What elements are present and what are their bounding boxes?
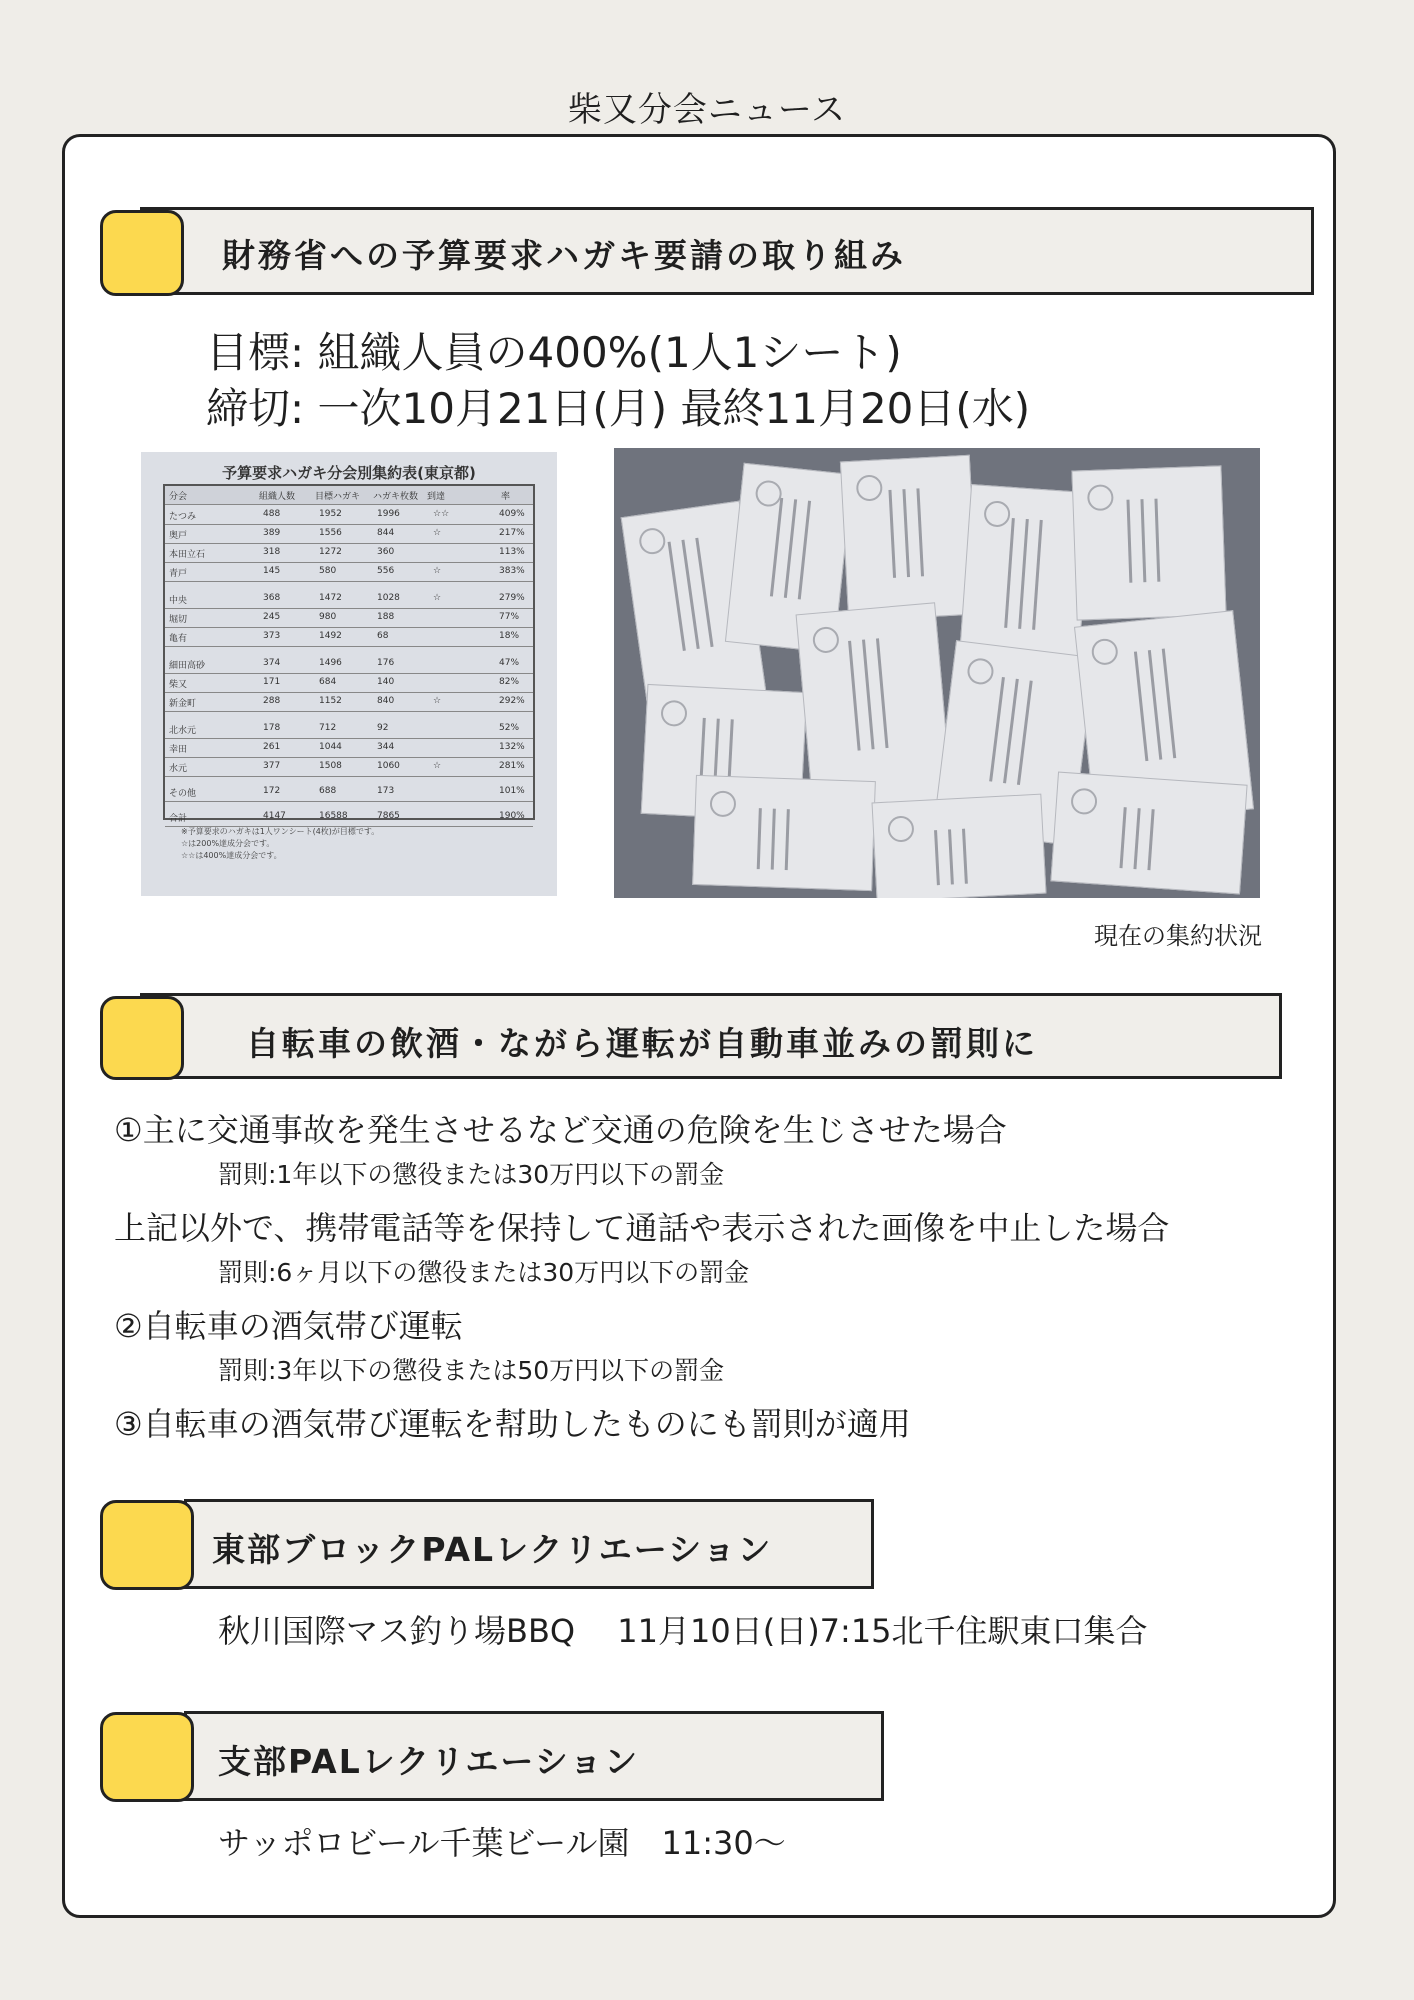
tally-table-row: たつみ 488 1952 1996 ☆☆ 409% [165, 506, 533, 525]
tally-table-row: 青戸 145 580 556 ☆ 383% [165, 563, 533, 582]
section-title-branch: 支部PALレクリエーション [218, 1742, 640, 1781]
photo-caption: 現在の集約状況 [1094, 922, 1262, 950]
tally-table-row: その他 172 688 173 101% [165, 783, 533, 802]
branch-event: サッポロビール千葉ビール園 11:30〜 [218, 1824, 786, 1862]
tally-table-row: 水元 377 1508 1060 ☆ 281% [165, 758, 533, 777]
section-title-bicycle: 自転車の飲酒・ながら運転が自動車並みの罰則に [246, 1024, 1038, 1063]
postcard [871, 794, 1046, 898]
bicycle-penalty-1: 罰則:1年以下の懲役または30万円以下の罰金 [218, 1160, 725, 1189]
section-title-budget: 財務省への予算要求ハガキ要請の取り組み [222, 236, 906, 275]
section-tab-bicycle [100, 996, 184, 1080]
budget-deadline: 締切: 一次10月21日(月) 最終11月20日(水) [206, 384, 1031, 433]
budget-goal: 目標: 組織人員の400%(1人1シート) [206, 328, 902, 377]
tally-table-header-row: 分会 組織人数 目標ハガキ ハガキ枚数 到達 率 [165, 486, 533, 505]
tally-table-row: 中央 368 1472 1028 ☆ 279% [165, 590, 533, 609]
section-title-east-block: 東部ブロックPALレクリエーション [212, 1530, 773, 1569]
bicycle-penalty-3: 罰則:3年以下の懲役または50万円以下の罰金 [218, 1356, 725, 1385]
postcards-photo [614, 448, 1260, 898]
tally-table-row: 新金町 288 1152 840 ☆ 292% [165, 693, 533, 712]
tally-table [163, 484, 535, 824]
postcard [692, 775, 876, 891]
tally-table-photo [141, 452, 557, 896]
tally-table-row: 細田高砂 374 1496 176 47% [165, 655, 533, 674]
tally-table-heading: 予算要求ハガキ分会別集約表(東京都) [222, 464, 476, 482]
bicycle-penalty-2: 罰則:6ヶ月以下の懲役または30万円以下の罰金 [218, 1258, 750, 1287]
tally-table-row: 合計 4147 16588 7865 190% [165, 808, 533, 827]
tally-table-notes: ※予算要求のハガキは1人ワンシート(4枚)が目標です。 ☆は200%達成分会です。 ☆☆は400%達成分会です。 [181, 827, 380, 860]
east-block-event: 秋川国際マス釣り場BBQ 11月10日(日)7:15北千住駅東口集合 [218, 1612, 1148, 1650]
tally-table-row: 本田立石 318 1272 360 113% [165, 544, 533, 563]
section-tab-budget [100, 210, 184, 296]
tally-table-row: 幸田 261 1044 344 132% [165, 739, 533, 758]
bicycle-item-4: ③自転車の酒気帯び運転を幇助したものにも罰則が適用 [114, 1405, 911, 1443]
bicycle-item-3: ②自転車の酒気帯び運転 [114, 1307, 463, 1345]
tally-table-row: 柴又 171 684 140 82% [165, 674, 533, 693]
tally-table-row: 堀切 245 980 188 77% [165, 609, 533, 628]
postcard [840, 455, 978, 622]
postcard [1071, 465, 1226, 620]
bicycle-item-2: 上記以外で、携帯電話等を保持して通話や表示された画像を中止した場合 [114, 1209, 1170, 1247]
tally-table-row: 北水元 178 712 92 52% [165, 720, 533, 739]
tally-table-row: 亀有 373 1492 68 18% [165, 628, 533, 647]
tally-table-row: 奥戸 389 1556 844 ☆ 217% [165, 525, 533, 544]
section-tab-east-block [100, 1500, 194, 1590]
section-tab-branch [100, 1712, 194, 1802]
postcard [1050, 772, 1247, 895]
bicycle-item-1: ①主に交通事故を発生させるなど交通の危険を生じさせた場合 [114, 1111, 1007, 1149]
page-title: 柴又分会ニュース [567, 90, 847, 130]
